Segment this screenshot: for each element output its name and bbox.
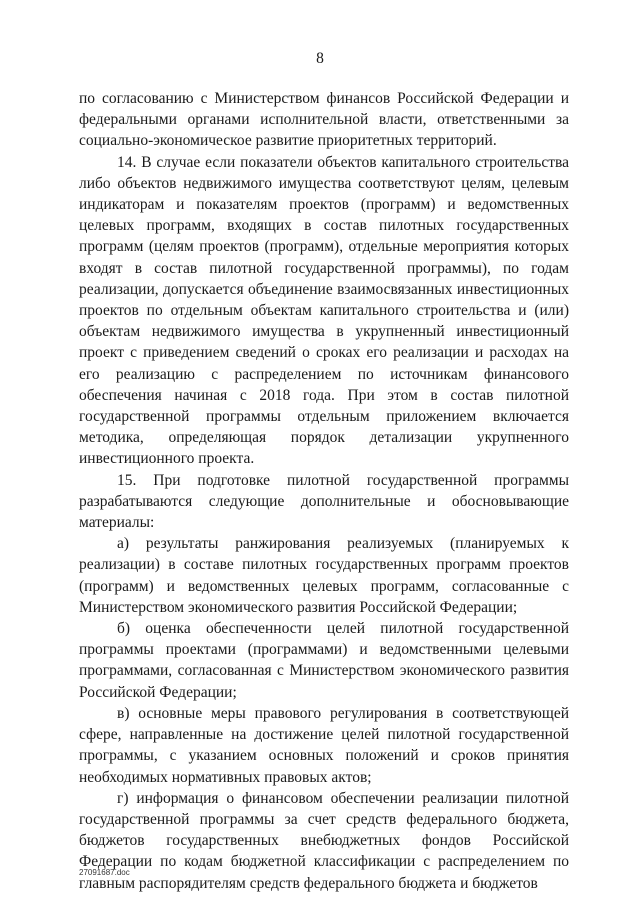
- list-item-g: г) информация о финансовом обеспечении реализации пилотной государственной программы за счет средств федерального бюджета, бюджетов государственных внебюджетных фондов Российской Федерации по кодам бюджетной классификации с распределением по главным распорядителям средств федерального бюджета и бюджетов: [79, 789, 569, 892]
- list-item-a: а) результаты ранжирования реализуемых (планируемых к реализации) в составе пилотных государственных программ проектов (программ) и ведомственных целевых программ, согласованные с Министерством экономического развития Российской Федерации;: [79, 535, 569, 616]
- paragraph-15: 15. При подготовке пилотной государственной программы разрабатываются следующие дополнительные и обосновывающие материалы:: [79, 471, 569, 532]
- paragraph-continuation: по согласованию с Министерством финансов Российской Федерации и федеральными органами исполнительной власти, ответственными за социально-экономическое развитие приоритетных территорий.: [79, 90, 569, 150]
- list-item-v: в) основные меры правового регулирования в соответствующей сфере, направленные на достижение целей пилотной государственной программы, с указанием основных положений и сроков принятия необходимых нормативных правовых актов;: [79, 704, 569, 786]
- page-number: 8: [316, 50, 324, 67]
- footer-file-name: 27091687.doc: [79, 868, 130, 877]
- document-body: [79, 88, 569, 894]
- list-item-b: б) оценка обеспеченности целей пилотной государственной программы проектами (программами) и ведомственными целевыми программами, согласованная с Министерством экономического развития Российской Федерации;: [79, 620, 569, 701]
- paragraph-14: 14. В случае если показатели объектов капитального строительства либо объектов недвижимого имущества соответствуют целям, целевым индикаторам и показателям проектов (программ) и ведомственных целевых программ, входящих в состав пилотных государственных программ (целям проектов (программ), отдельные мероприятия которых входят в состав пилотной государственной программы), по годам реализации, допускается объединение взаимосвязанных инвестиционных проектов по отдельным объектам капитального строительства и (или) объектам недвижимого имущества в укрупненный инвестиционный проект с приведением сведений о сроках его реализации и расходах на его реализацию с распределением по источникам финансового обеспечения начиная с 2018 года. При этом в состав пилотной государственной программы отдельным приложением включается методика, определяющая порядок детализации укрупненного инвестиционного проекта.: [79, 153, 569, 468]
